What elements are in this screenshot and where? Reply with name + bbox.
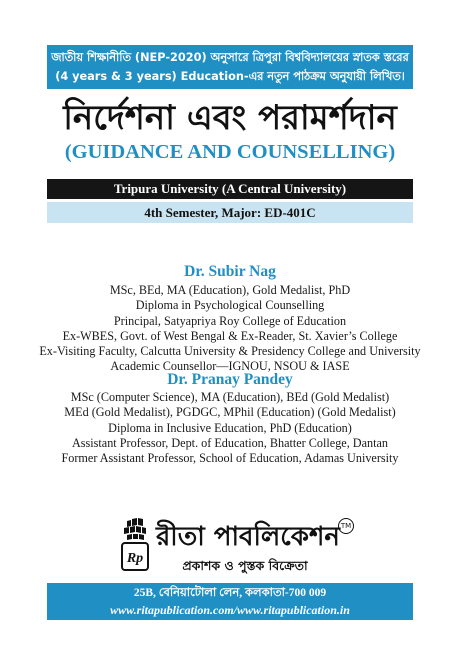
credential-line: MEd (Gold Medalist), PGDGC, MPhil (Education) (Gold Medalist) [64, 405, 396, 420]
author-name-2: Dr. Pranay Pandey [167, 371, 293, 388]
credential-line: Diploma in Inclusive Education, PhD (Education) [108, 420, 352, 435]
author-name-1: Dr. Subir Nag [184, 263, 276, 280]
book-title-bengali: নির্দেশনা এবং পরামর্শদান [63, 98, 397, 138]
publisher-logo-icon [118, 518, 152, 572]
credential-line: MSc, BEd, MA (Education), Gold Medalist, PhD [109, 283, 351, 297]
publisher-contact-band [47, 583, 413, 620]
publisher-name: রীতা পাবলিকেশন [156, 522, 340, 552]
author-credentials-2 [0, 390, 460, 466]
nep-line-1: জাতীয় শিক্ষানীতি (NEP-2020) অনুসারে ত্রিপুরা বিশ্ববিদ্যালয়ের স্নাতক স্তরের [51, 51, 409, 64]
credential-line: Former Assistant Professor, School of Education, Adamas University [61, 451, 399, 466]
top-info-band [47, 45, 413, 89]
university-bar: Tripura University (A Central University) [47, 179, 413, 199]
trademark-badge: TM [338, 518, 354, 534]
nep-line-2: (4 years & 3 years) Education-এর নতুন পাঠক্রম অনুযায়ী লিখিত। [55, 70, 405, 83]
publisher-address: 25B, বেনিয়াটোলা লেন, কলকাতা-700 009 [133, 587, 327, 599]
publisher-tagline: প্রকাশক ও পুস্তক বিক্রেতা [182, 558, 308, 573]
credential-line: MSc (Computer Science), MA (Education), BEd (Gold Medalist) [70, 390, 390, 404]
logo-monogram: Rp [126, 551, 144, 566]
credential-line: Diploma in Psychological Counselling [135, 298, 325, 313]
author-credentials-1 [0, 283, 460, 375]
credential-line: Academic Counsellor—IGNOU, NSOU & IASE [110, 359, 350, 374]
publisher-website: www.ritapublication.com/www.ritapublication.in [110, 603, 350, 617]
credential-line: Ex-Visiting Faculty, Calcutta University & Presidency College and University [39, 344, 421, 359]
credential-line: Ex-WBES, Govt. of West Bengal & Ex-Reader, St. Xavier’s College [62, 328, 398, 343]
credential-line: Principal, Satyapriya Roy College of Education [113, 313, 347, 328]
semester-bar: 4th Semester, Major: ED-401C [47, 202, 413, 223]
credential-line: Assistant Professor, Dept. of Education, Bhatter College, Dantan [72, 435, 388, 450]
book-title-english: (GUIDANCE AND COUNSELLING) [64, 141, 396, 163]
